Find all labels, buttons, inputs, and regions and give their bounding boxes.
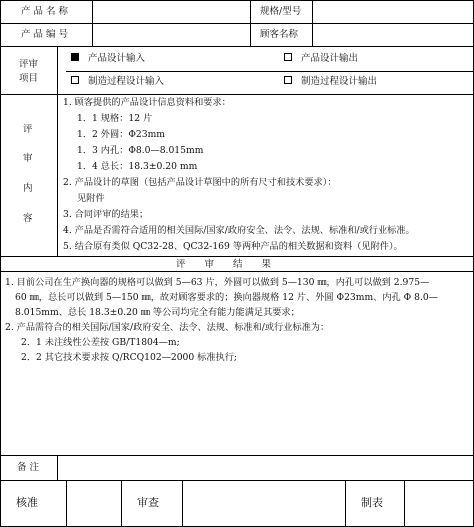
review-items-label: 项目 [19, 73, 39, 84]
product-code-label: 产 品 编 号 [21, 29, 69, 40]
review-label: 审查 [137, 496, 159, 509]
model-label: 规格/型号 [260, 6, 302, 17]
rule [345, 480, 346, 526]
list-item: 3. 合同评审的结果； [63, 209, 149, 220]
prepare-label: 制表 [361, 496, 383, 509]
rule [250, 0, 251, 46]
rule [121, 480, 122, 526]
rule [312, 0, 313, 46]
rule [182, 480, 183, 526]
rule [0, 480, 474, 481]
approve-label: 核准 [16, 496, 38, 509]
review-content-label-char: 容 [23, 213, 33, 224]
option-label: 制造过程设计输出 [301, 76, 378, 87]
checkbox-checked-icon[interactable] [71, 53, 79, 61]
rule [57, 46, 58, 256]
option-product-design-input[interactable] [71, 53, 145, 65]
remarks-label: 备 注 [17, 462, 40, 473]
rule [0, 94, 474, 95]
product-name-label: 产 品 名 称 [21, 6, 69, 17]
checkbox-icon[interactable] [284, 76, 292, 84]
list-item: 5. 结合原有类似 QC32-28、QC32-169 等两种产品的相关数据和资料（见附件）。 [63, 241, 403, 252]
review-content-label-char: 审 [23, 153, 33, 164]
option-process-design-output[interactable] [284, 76, 377, 88]
list-item: 8.015mm、总长 18.3±0.20 ㎜ 等公司均完全有能力能满足其要求； [15, 307, 300, 318]
list-item: 2．1 未注线性公差按 GB/T1804—m; [21, 337, 180, 348]
option-product-design-output[interactable] [284, 53, 358, 65]
list-item: 1．1 规格：12 片 [77, 113, 153, 124]
rule [57, 455, 58, 480]
option-label: 制造过程设计输入 [88, 76, 165, 87]
checkbox-icon[interactable] [71, 76, 79, 84]
rule [66, 71, 474, 72]
customer-label: 顾客名称 [260, 29, 299, 40]
rule [0, 455, 474, 456]
result-title: 评 审 结 果 [176, 259, 272, 270]
option-label: 产品设计输出 [301, 53, 359, 64]
list-item: 2. 产品设计的草图（包括产品设计草图中的所有尺寸和技术要求）： [63, 177, 337, 188]
review-content-label-char: 评 [23, 124, 33, 135]
list-item: 60 ㎜，总长可以做到 5—150 ㎜，故对顾客要求的；换向器规格 12 片、外圆 Φ23mm、内孔 Φ 8.0— [15, 292, 438, 303]
rule [0, 0, 1, 527]
checkbox-icon[interactable] [284, 53, 292, 61]
list-item: 1．3 内孔：Φ8.0—8.015mm [77, 145, 204, 156]
list-item: 2. 产品需符合的相关国际/国家/政府安全、法令、法规、标准和/或行业标准为： [5, 322, 330, 333]
rule [0, 0, 474, 1]
list-item: 1．2 外圆：Φ23mm [77, 129, 166, 140]
review-content-label-char: 内 [23, 183, 33, 194]
list-item: 1. 目前公司在生产换向器的规格可以做到 5—63 片，外圆可以做到 5—130 ㎜，内孔可以做到 2.975— [5, 277, 430, 288]
rule [92, 0, 93, 46]
list-item: 2．2 其它技术要求按 Q/RCQ102—2000 标准执行; [21, 352, 238, 363]
list-item: 4. 产品是否需符合适用的相关国际/国家/政府安全、法令、法规、标准和/或行业标准。 [63, 225, 415, 236]
rule [0, 271, 474, 272]
rule [66, 480, 67, 526]
option-label: 产品设计输入 [88, 53, 146, 64]
rule [0, 23, 474, 24]
rule [0, 46, 474, 47]
review-items-label: 评审 [19, 59, 39, 70]
list-item: 1. 顾客提供的产品设计信息资料和要求： [63, 97, 231, 108]
rule [404, 480, 405, 526]
list-item: 见附件 [77, 193, 105, 204]
option-process-design-input[interactable] [71, 76, 164, 88]
rule [0, 256, 474, 257]
list-item: 1．4 总长：18.3±0.20 mm [77, 161, 198, 172]
